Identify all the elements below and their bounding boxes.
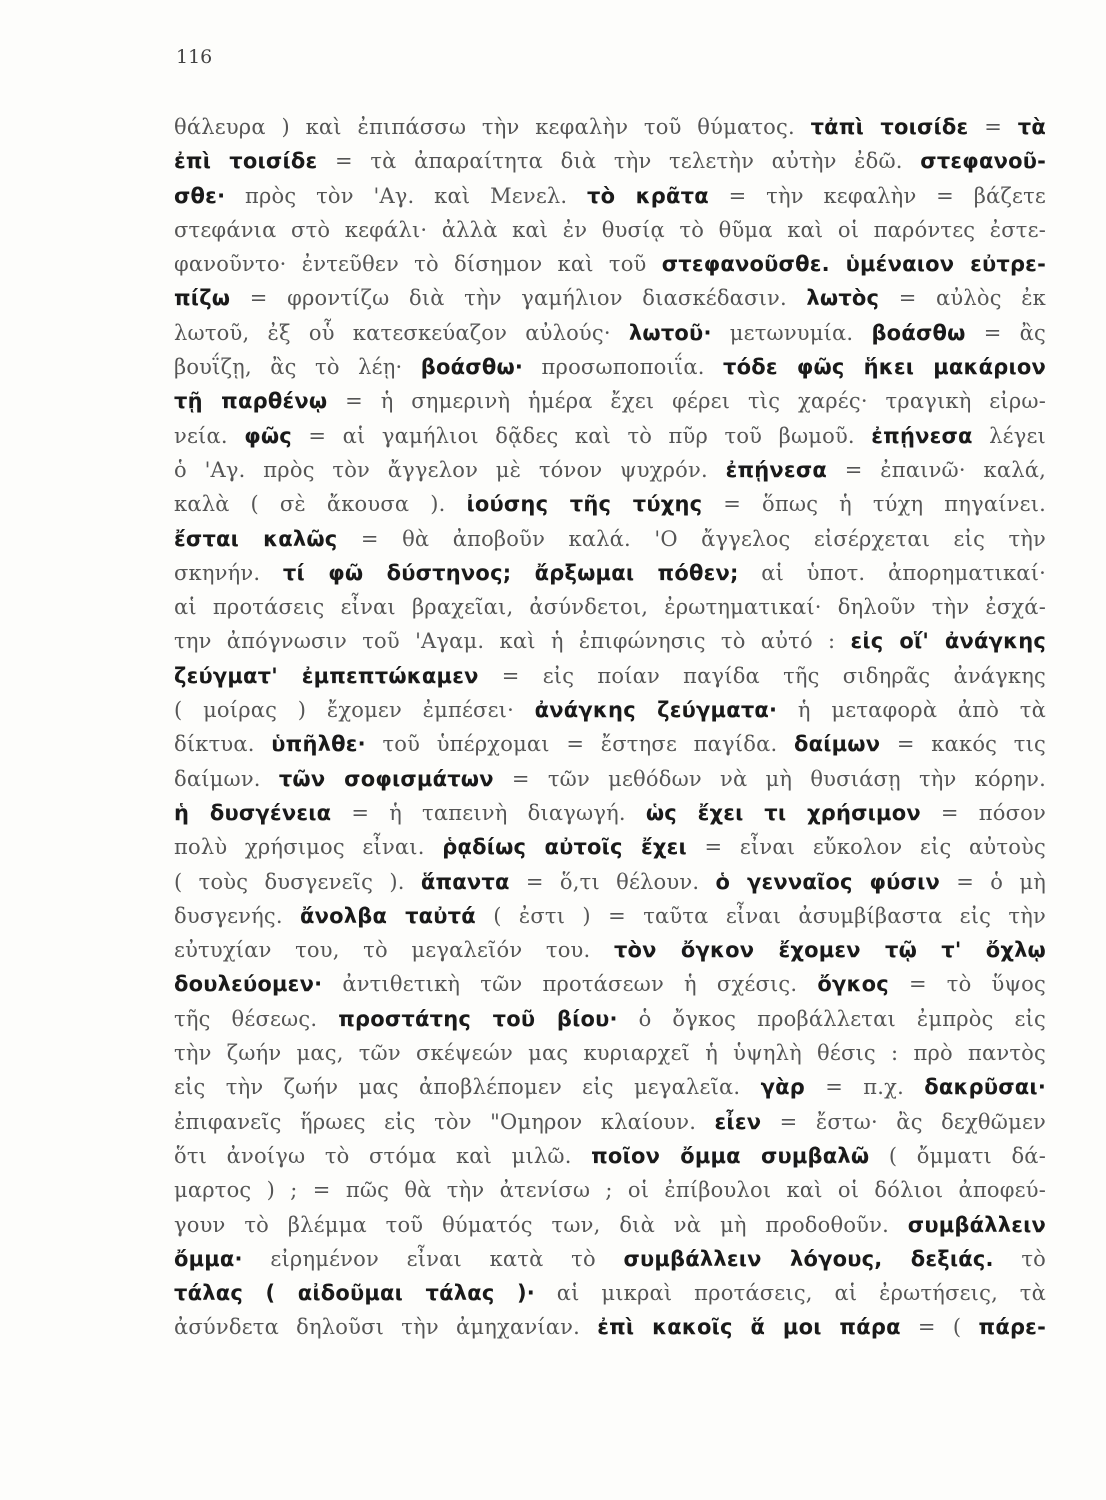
- text-line: [174, 384, 1046, 418]
- gloss-text: λέγει: [972, 423, 1046, 448]
- gloss-text: πρὸς τὸν 'Αγ. καὶ Μενελ.: [225, 183, 588, 208]
- gloss-text: = ἡ ταπεινὴ διαγωγή.: [331, 800, 646, 825]
- gloss-text: =: [968, 115, 1018, 139]
- lemma-term: τάλας ( αἰδοῦμαι τάλας )·: [174, 1281, 535, 1306]
- gloss-text: = τὴν κεφαλὴν = βάζετε: [708, 183, 1046, 208]
- text-line: [174, 1173, 1046, 1207]
- gloss-text: τοῦ ὑπέρχομαι = ἔστησε παγίδα.: [365, 732, 794, 757]
- lemma-term: τἀπὶ τοισίδε: [810, 115, 969, 139]
- text-line: [174, 487, 1046, 521]
- gloss-text: ἀσύνδετα δηλοῦσι τὴν ἀμηχανίαν.: [174, 1315, 598, 1340]
- lemma-term: ἔσται καλῶς: [174, 526, 338, 551]
- text-line: [174, 316, 1046, 350]
- gloss-text: δίκτυα.: [174, 732, 272, 757]
- lemma-term: βοάσθω·: [420, 355, 524, 380]
- lemma-term: στεφανοῦσθε. ὑμέναιον εὐτρε-: [661, 252, 1046, 277]
- lemma-term: δουλεύομεν·: [174, 972, 323, 997]
- lemma-term: ὑπῆλθε·: [271, 732, 366, 757]
- lemma-term: στεφανοῦ-: [920, 149, 1046, 174]
- text-line: [174, 624, 1046, 658]
- gloss-text: = π.χ.: [804, 1075, 925, 1100]
- gloss-text: βουΐζῃ, ἂς τὸ λέῃ·: [174, 355, 421, 380]
- gloss-text: ὁ ὄγκος προβάλλεται ἐμπρὸς εἰς: [617, 1006, 1047, 1031]
- text-line: [174, 659, 1046, 693]
- lemma-term: γὰρ: [760, 1075, 805, 1100]
- text-line: [174, 179, 1046, 213]
- gloss-text: ἀντιθετικὴ τῶν προτάσεων ἡ σχέσις.: [322, 972, 818, 997]
- text-line: [174, 110, 1046, 144]
- text-line: [174, 1208, 1046, 1242]
- lemma-term: λωτοῦ·: [628, 320, 712, 345]
- lemma-term: ῥᾳδίως αὐτοῖς ἔχει: [442, 835, 687, 860]
- gloss-text: τὸ: [993, 1246, 1047, 1271]
- lemma-term: ἡ δυσγένεια: [174, 800, 332, 825]
- gloss-text: = ἔστω· ἂς δεχθῶμεν: [761, 1109, 1046, 1134]
- text-line: [174, 1105, 1046, 1139]
- gloss-text: αἱ ὑποτ. ἀπορηματικαί·: [738, 560, 1047, 585]
- text-line: [174, 350, 1046, 384]
- lemma-term: ἰούσης τῆς τύχης: [466, 492, 703, 517]
- gloss-text: = ὅ,τι θέλουν.: [509, 869, 716, 894]
- text-line: [174, 1310, 1046, 1344]
- gloss-text: = αὐλὸς ἐκ: [879, 286, 1046, 311]
- lemma-term: δακρῦσαι·: [924, 1075, 1046, 1100]
- gloss-text: την ἀπόγνωσιν τοῦ 'Αγαμ. καὶ ἡ ἐπιφώνησις τὸ αὐτό :: [174, 629, 851, 654]
- gloss-text: = εἶναι εὔκολον εἰς αὐτοὺς: [686, 835, 1046, 860]
- gloss-text: = κακός τις: [880, 732, 1046, 757]
- gloss-text: = τὸ ὕψος: [888, 972, 1046, 997]
- text-line: [174, 556, 1046, 590]
- lemma-term: ὄμμα·: [174, 1246, 243, 1271]
- gloss-text: καλὰ ( σὲ ἄκουσα ).: [174, 492, 467, 517]
- lemma-term: ποῖον ὄμμα συμβαλῶ: [591, 1143, 870, 1168]
- gloss-text: = εἰς ποίαν παγίδα τῆς σιδηρᾶς ἀνάγκης: [478, 663, 1046, 688]
- gloss-text: = ἡ σημερινὴ ἡμέρα ἔχει φέρει τὶς χαρές· τραγικὴ εἰρω-: [327, 389, 1046, 414]
- text-line: [174, 590, 1046, 624]
- gloss-text: μετωνυμία.: [711, 320, 872, 345]
- gloss-text: προσωποποιΐα.: [523, 355, 724, 380]
- text-line: [174, 419, 1046, 453]
- lemma-term: τὸν ὄγκον ἔχομεν τῷ τ' ὄχλῳ: [613, 938, 1047, 963]
- lemma-term: ἐπὶ κακοῖς ἅ μοι πάρα: [597, 1315, 901, 1340]
- text-line: [174, 1276, 1046, 1310]
- commentary-text: [174, 110, 1046, 1345]
- gloss-text: ὅτι ἀνοίγω τὸ στόμα καὶ μιλῶ.: [174, 1143, 592, 1168]
- gloss-text: θάλευρα ) καὶ ἐπιπάσσω τὴν κεφαλὴν τοῦ θύματος.: [174, 115, 811, 139]
- text-line: [174, 522, 1046, 556]
- lemma-term: προστάτης τοῦ βίου·: [338, 1006, 618, 1031]
- text-line: [174, 144, 1046, 178]
- text-line: [174, 281, 1046, 315]
- lemma-term: ἀνάγκης ζεύγματα·: [534, 698, 778, 723]
- lemma-term: τὰ: [1017, 115, 1046, 139]
- gloss-text: ἡ μεταφορὰ ἀπὸ τὰ: [777, 698, 1046, 723]
- lemma-term: τῶν σοφισμάτων: [278, 766, 494, 791]
- gloss-text: = αἱ γαμήλιοι δᾷδες καὶ τὸ πῦρ τοῦ βωμοῦ.: [291, 423, 872, 448]
- gloss-text: εἰς τὴν ζωήν μας ἀποβλέπομεν εἰς μεγαλεῖα.: [174, 1075, 761, 1100]
- lemma-term: ἐπῄνεσα: [725, 457, 828, 482]
- lemma-term: ἐπῄνεσα: [871, 423, 973, 448]
- text-line: [174, 796, 1046, 830]
- text-line: [174, 453, 1046, 487]
- gloss-text: = ὅπως ἡ τύχη πηγαίνει.: [702, 492, 1046, 517]
- lemma-term: φῶς: [244, 423, 292, 448]
- text-line: [174, 1242, 1046, 1276]
- lemma-term: εἰς οἵ' ἀνάγκης: [850, 629, 1046, 654]
- gloss-text: αἱ μικραὶ προτάσεις, αἱ ἐρωτήσεις, τὰ: [534, 1281, 1046, 1306]
- gloss-text: = θὰ ἀποβοῦν καλά. 'Ο ἄγγελος εἰσέρχεται εἰς τὴν: [337, 526, 1047, 551]
- lemma-term: λωτὸς: [806, 286, 880, 311]
- lemma-term: τί φῶ δύστηνος; ἄρξωμαι πόθεν;: [282, 560, 739, 585]
- lemma-term: συμβάλλειν: [907, 1212, 1046, 1237]
- gloss-text: = τῶν μεθόδων νὰ μὴ θυσιάσῃ τὴν κόρην.: [493, 766, 1046, 791]
- text-line: [174, 1139, 1046, 1173]
- gloss-text: ( μοίρας ) ἔχομεν ἐμπέσει·: [174, 698, 535, 723]
- lemma-term: πάρε-: [978, 1315, 1046, 1340]
- lemma-term: εἶεν: [714, 1109, 762, 1134]
- text-line: [174, 933, 1046, 967]
- lemma-term: συμβάλλειν λόγους, δεξιάς.: [623, 1246, 994, 1271]
- lemma-term: σθε·: [174, 183, 226, 208]
- lemma-term: τὸ κρᾶτα: [587, 183, 709, 208]
- gloss-text: ὁ 'Αγ. πρὸς τὸν ἄγγελον μὲ τόνον ψυχρόν.: [174, 457, 726, 482]
- lemma-term: ὁ γενναῖος φύσιν: [715, 869, 940, 894]
- gloss-text: δυσγενής.: [174, 903, 301, 928]
- gloss-text: φανοῦντο· ἐντεῦθεν τὸ δίσημον καὶ τοῦ: [174, 252, 662, 277]
- gloss-text: ( ἐστι ) = ταῦτα εἶναι ἀσυμβίβαστα εἰς τὴν: [475, 903, 1046, 928]
- gloss-text: γουν τὸ βλέμμα τοῦ θύματός των, διὰ νὰ μὴ προδοθοῦν.: [174, 1212, 908, 1237]
- gloss-text: μαρτος ) ; = πῶς θὰ τὴν ἀτενίσω ; οἱ ἐπίβουλοι καὶ οἱ δόλιοι ἀποφεύ-: [174, 1178, 1046, 1203]
- text-line: [174, 213, 1046, 247]
- lemma-term: ἐπὶ τοισίδε: [174, 149, 318, 174]
- gloss-text: αἱ προτάσεις εἶναι βραχεῖαι, ἀσύνδετοι, ἐρωτηματικαί· δηλοῦν τὴν ἐσχά-: [174, 595, 1046, 620]
- gloss-text: ( ὄμματι δά-: [869, 1143, 1046, 1168]
- text-line: [174, 899, 1046, 933]
- text-line: [174, 865, 1046, 899]
- lemma-term: τῇ παρθένῳ: [174, 389, 328, 414]
- text-line: [174, 762, 1046, 796]
- text-line: [174, 247, 1046, 281]
- gloss-text: στεφάνια στὸ κεφάλι· ἀλλὰ καὶ ἐν θυσίᾳ τὸ θῦμα καὶ οἱ παρόντες ἐστε-: [174, 217, 1046, 242]
- lemma-term: δαίμων: [793, 732, 881, 757]
- gloss-text: νεία.: [174, 423, 245, 448]
- lemma-term: ἄνολβα ταὐτά: [300, 903, 476, 928]
- gloss-text: εὐτυχίαν του, τὸ μεγαλεῖόν του.: [174, 938, 614, 963]
- gloss-text: ( τοὺς δυσγενεῖς ).: [174, 869, 421, 894]
- text-line: [174, 693, 1046, 727]
- gloss-text: = ὁ μὴ: [939, 869, 1046, 894]
- lemma-term: ζεύγματ' ἐμπεπτώκαμεν: [174, 663, 479, 688]
- gloss-text: λωτοῦ, ἐξ οὗ κατεσκεύαζον αὐλούς·: [174, 320, 629, 345]
- lemma-term: ὡς ἔχει τι χρήσιμον: [645, 800, 921, 825]
- page-number: 116: [176, 46, 213, 68]
- gloss-text: εἰρημένον εἶναι κατὰ τὸ: [242, 1246, 624, 1271]
- lemma-term: ἅπαντα: [420, 869, 510, 894]
- gloss-text: πολὺ χρήσιμος εἶναι.: [174, 835, 443, 860]
- gloss-text: = πόσον: [920, 800, 1046, 825]
- text-line: [174, 1036, 1046, 1070]
- gloss-text: σκηνήν.: [174, 560, 283, 585]
- lemma-term: ὄγκος: [817, 972, 889, 997]
- gloss-text: δαίμων.: [174, 766, 279, 791]
- text-line: [174, 830, 1046, 864]
- gloss-text: = φροντίζω διὰ τὴν γαμήλιον διασκέδασιν.: [230, 286, 807, 311]
- text-line: [174, 1070, 1046, 1104]
- gloss-text: = (: [900, 1315, 979, 1340]
- lemma-term: τόδε φῶς ἥκει μακάριον: [723, 355, 1046, 380]
- text-line: [174, 1002, 1046, 1036]
- gloss-text: = ἂς: [965, 320, 1047, 345]
- gloss-text: τὴν ζωήν μας, τῶν σκέψεών μας κυριαρχεῖ ἡ ὑψηλὴ θέσις : πρὸ παντὸς: [174, 1041, 1046, 1066]
- gloss-text: = ἐπαινῶ· καλά,: [827, 457, 1046, 482]
- gloss-text: ἐπιφανεῖς ἥρωες εἰς τὸν "Ομηρον κλαίουν.: [174, 1109, 715, 1134]
- gloss-text: = τὰ ἀπαραίτητα διὰ τὴν τελετὴν αὐτὴν ἐδῶ.: [317, 149, 921, 174]
- gloss-text: τῆς θέσεως.: [174, 1006, 339, 1031]
- text-line: [174, 967, 1046, 1001]
- text-line: [174, 727, 1046, 761]
- lemma-term: πίζω: [174, 286, 231, 311]
- lemma-term: βοάσθω: [871, 320, 966, 345]
